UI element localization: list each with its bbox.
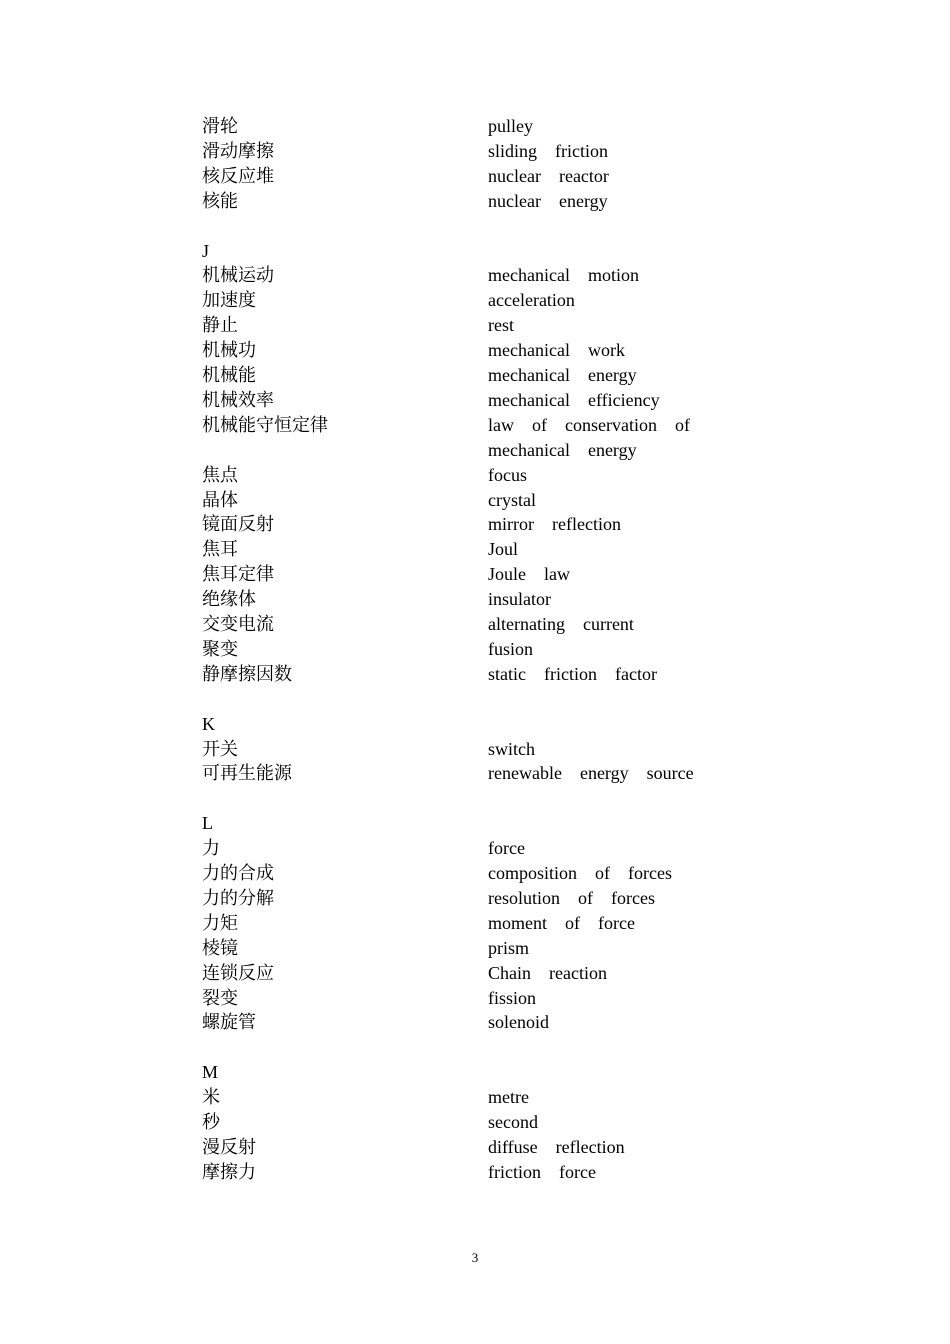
english-term: Joule law <box>488 564 570 585</box>
chinese-term: 焦耳 <box>202 539 238 561</box>
chinese-term: 核能 <box>202 190 238 212</box>
chinese-term: 米 <box>202 1087 220 1109</box>
chinese-term: 机械效率 <box>202 389 274 411</box>
section-letter: L <box>202 813 213 834</box>
chinese-term: 镜面反射 <box>202 514 274 536</box>
english-term: rest <box>488 315 514 336</box>
english-term: mechanical efficiency <box>488 389 660 410</box>
chinese-term: 加速度 <box>202 290 256 312</box>
glossary-entry <box>0 438 950 463</box>
english-term: pulley <box>488 116 533 136</box>
chinese-term: 聚变 <box>202 638 238 660</box>
chinese-term: 晶体 <box>202 489 238 511</box>
chinese-term: 焦耳定律 <box>202 564 274 586</box>
glossary-entry <box>0 488 950 513</box>
english-term: mechanical energy <box>488 365 637 385</box>
page-number: 3 <box>471 1250 479 1265</box>
glossary-entry <box>0 114 950 139</box>
english-term: static friction factor <box>488 663 657 684</box>
chinese-term: 力的分解 <box>202 887 274 909</box>
chinese-term: 裂变 <box>202 987 238 1009</box>
glossary-entry <box>0 1010 950 1035</box>
glossary-entry <box>0 537 950 562</box>
glossary-entry <box>0 761 950 786</box>
english-term: prism <box>488 937 530 958</box>
english-term: mechanical motion <box>488 265 639 286</box>
chinese-term: 漫反射 <box>202 1136 256 1158</box>
chinese-term: 摩擦力 <box>202 1161 256 1183</box>
english-term: alternating current <box>488 614 634 634</box>
english-term: second <box>488 1112 538 1132</box>
glossary-entry <box>0 463 950 488</box>
glossary-entry <box>0 936 950 961</box>
english-term: force <box>488 838 525 859</box>
chinese-term: 开关 <box>202 738 238 760</box>
english-term: diffuse reflection <box>488 1136 625 1157</box>
english-term: fission <box>488 987 537 1008</box>
glossary-entry <box>0 164 950 189</box>
glossary-entry <box>0 612 950 637</box>
english-term: Joul <box>488 539 519 560</box>
english-term: friction force <box>488 1161 596 1182</box>
english-term: mechanical energy <box>488 439 637 460</box>
english-term: nuclear energy <box>488 190 608 211</box>
glossary-entry <box>0 388 950 413</box>
english-term: switch <box>488 738 535 759</box>
chinese-term: 焦点 <box>202 464 238 486</box>
glossary-entry <box>0 861 950 886</box>
english-term: focus <box>488 464 527 485</box>
glossary-entry <box>0 562 950 587</box>
glossary-entry <box>0 263 950 288</box>
section-letter-row <box>0 811 950 836</box>
glossary-entry <box>0 662 950 687</box>
chinese-term: 可再生能源 <box>202 763 292 785</box>
chinese-term: 螺旋管 <box>202 1012 256 1034</box>
chinese-term: 交变电流 <box>202 614 274 635</box>
english-term: composition of forces <box>488 863 672 883</box>
glossary-entry <box>0 911 950 936</box>
english-term: mechanical work <box>488 340 625 361</box>
glossary-entry <box>0 836 950 861</box>
glossary-entry <box>0 139 950 164</box>
english-term: renewable energy source <box>488 763 694 784</box>
chinese-term: 连锁反应 <box>202 962 274 984</box>
section-letter: K <box>202 713 215 734</box>
english-term: resolution of forces <box>488 887 655 908</box>
english-term: solenoid <box>488 1012 549 1033</box>
section-letter-row <box>0 712 950 737</box>
chinese-term: 机械能守恒定律 <box>202 414 328 436</box>
english-term: insulator <box>488 589 551 610</box>
glossary-entry <box>0 1110 950 1135</box>
chinese-term: 滑轮 <box>202 116 238 137</box>
chinese-term: 棱镜 <box>202 937 238 959</box>
glossary-entry <box>0 637 950 662</box>
english-term: law of conservation of <box>488 414 690 435</box>
chinese-term: 力 <box>202 838 220 860</box>
glossary-entry <box>0 737 950 762</box>
glossary-entry <box>0 986 950 1011</box>
english-term: fusion <box>488 638 533 659</box>
chinese-term: 绝缘体 <box>202 589 256 611</box>
english-term: metre <box>488 1087 529 1108</box>
chinese-term: 核反应堆 <box>202 165 274 187</box>
chinese-term: 机械运动 <box>202 265 274 287</box>
glossary-entry <box>0 1160 950 1185</box>
section-letter-row <box>0 1060 950 1085</box>
glossary-entry <box>0 313 950 338</box>
chinese-term: 力的合成 <box>202 863 274 884</box>
english-term: Chain reaction <box>488 962 607 983</box>
english-term: sliding friction <box>488 140 608 161</box>
english-term: moment of force <box>488 912 635 933</box>
glossary-entry <box>0 512 950 537</box>
glossary-entry <box>0 886 950 911</box>
chinese-term: 滑动摩擦 <box>202 140 274 162</box>
glossary-entry <box>0 363 950 388</box>
chinese-term: 秒 <box>202 1112 220 1133</box>
glossary-entry <box>0 1135 950 1160</box>
english-term: nuclear reactor <box>488 165 609 186</box>
glossary-entry <box>0 413 950 438</box>
chinese-term: 力矩 <box>202 912 238 934</box>
glossary-entry <box>0 587 950 612</box>
english-term: crystal <box>488 489 536 510</box>
chinese-term: 机械能 <box>202 365 256 386</box>
english-term: mirror reflection <box>488 514 621 535</box>
glossary-entry <box>0 1085 950 1110</box>
glossary-entry <box>0 338 950 363</box>
chinese-term: 静止 <box>202 315 238 337</box>
section-letter-row <box>0 239 950 264</box>
english-term: acceleration <box>488 290 575 311</box>
section-letter: J <box>202 240 210 261</box>
chinese-term: 机械功 <box>202 340 256 362</box>
glossary-entry <box>0 961 950 986</box>
glossary-entry <box>0 189 950 214</box>
chinese-term: 静摩擦因数 <box>202 663 292 685</box>
glossary-entry <box>0 288 950 313</box>
section-letter: M <box>202 1062 219 1083</box>
